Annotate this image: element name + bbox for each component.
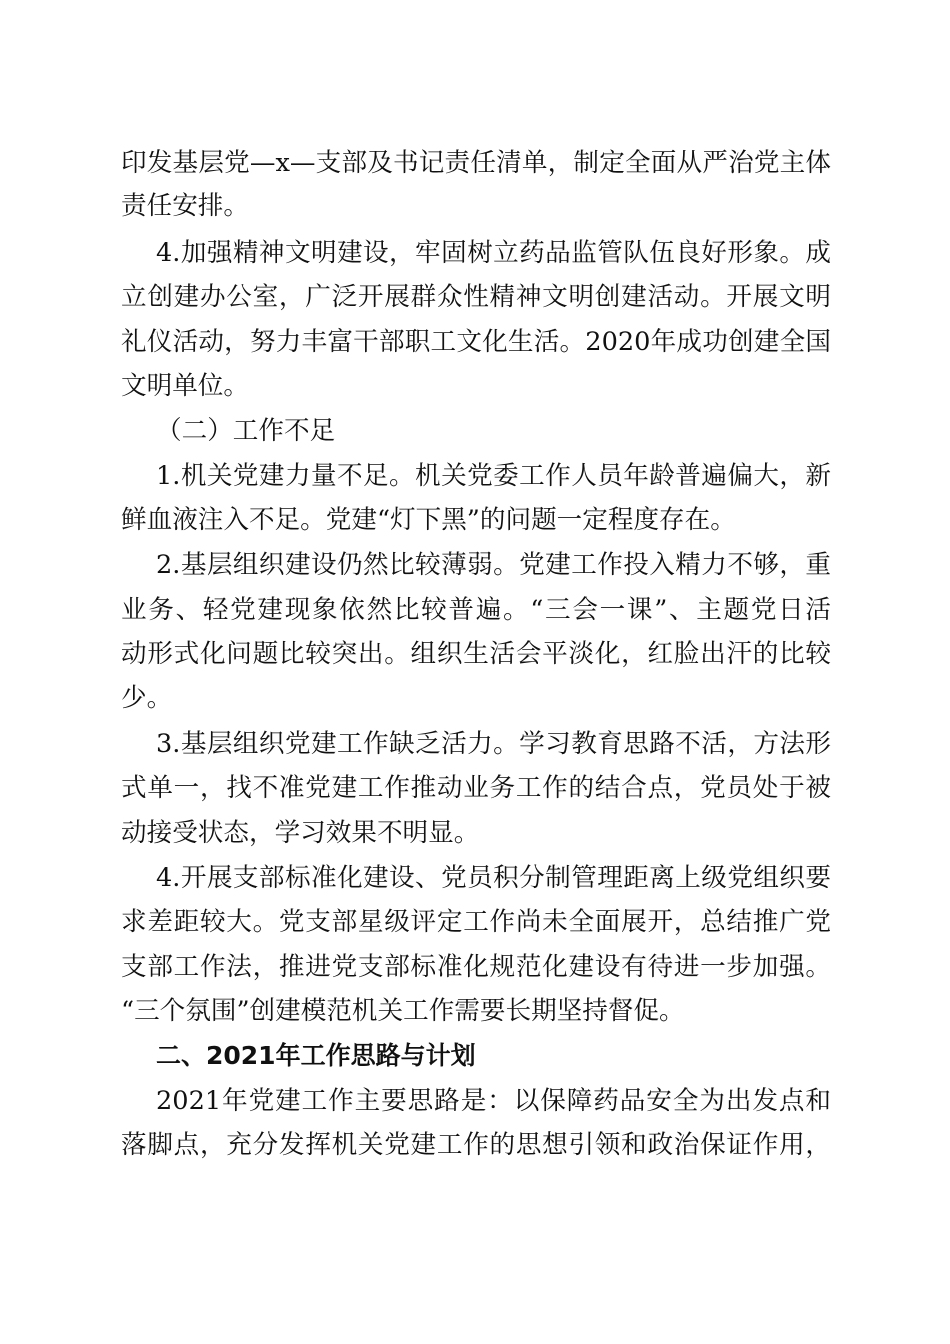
paragraph-line: 责任安排。 [121,191,249,221]
paragraph-line: 文明单位。 [121,371,249,401]
paragraph-line: 4.加强精神文明建设，牢固树立药品监管队伍良好形象。成 [156,238,831,268]
paragraph-line: 动形式化问题比较突出。组织生活会平淡化，红脸出汗的比较 [121,639,831,669]
section-subheading: （二）工作不足 [156,416,336,446]
paragraph-line: 落脚点，充分发挥机关党建工作的思想引领和政治保证作用， [121,1130,831,1160]
paragraph-line: 式单一，找不准党建工作推动业务工作的结合点，党员处于被 [121,773,831,803]
paragraph-line: 求差距较大。党支部星级评定工作尚未全面展开，总结推广党 [121,907,831,937]
paragraph-line: 少。 [121,683,173,713]
paragraph-line: “三个氛围”创建模范机关工作需要长期坚持督促。 [121,996,685,1026]
paragraph-line: 2021年党建工作主要思路是：以保障药品安全为出发点和 [156,1086,831,1116]
paragraph-line: 动接受状态，学习效果不明显。 [121,818,480,848]
paragraph-line: 礼仪活动，努力丰富干部职工文化生活。2020年成功创建全国 [121,327,831,357]
paragraph-line: 业务、轻党建现象依然比较普遍。“三会一课”、主题党日活 [121,595,831,625]
paragraph-line: 支部工作法，推进党支部标准化规范化建设有待进一步加强。 [121,952,831,982]
paragraph-line: 印发基层党—x—支部及书记责任清单，制定全面从严治党主体 [121,148,831,178]
paragraph-line: 2.基层组织建设仍然比较薄弱。党建工作投入精力不够，重 [156,550,831,580]
paragraph-line: 鲜血液注入不足。党建“灯下黑”的问题一定程度存在。 [121,505,736,535]
paragraph-line: 1.机关党建力量不足。机关党委工作人员年龄普遍偏大，新 [156,461,831,491]
paragraph-line: 4.开展支部标准化建设、党员积分制管理距离上级党组织要 [156,863,831,893]
paragraph-line: 3.基层组织党建工作缺乏活力。学习教育思路不活，方法形 [156,729,831,759]
section-heading: 二、2021年工作思路与计划 [156,1041,476,1070]
paragraph-line: 立创建办公室，广泛开展群众性精神文明创建活动。开展文明 [121,282,831,312]
